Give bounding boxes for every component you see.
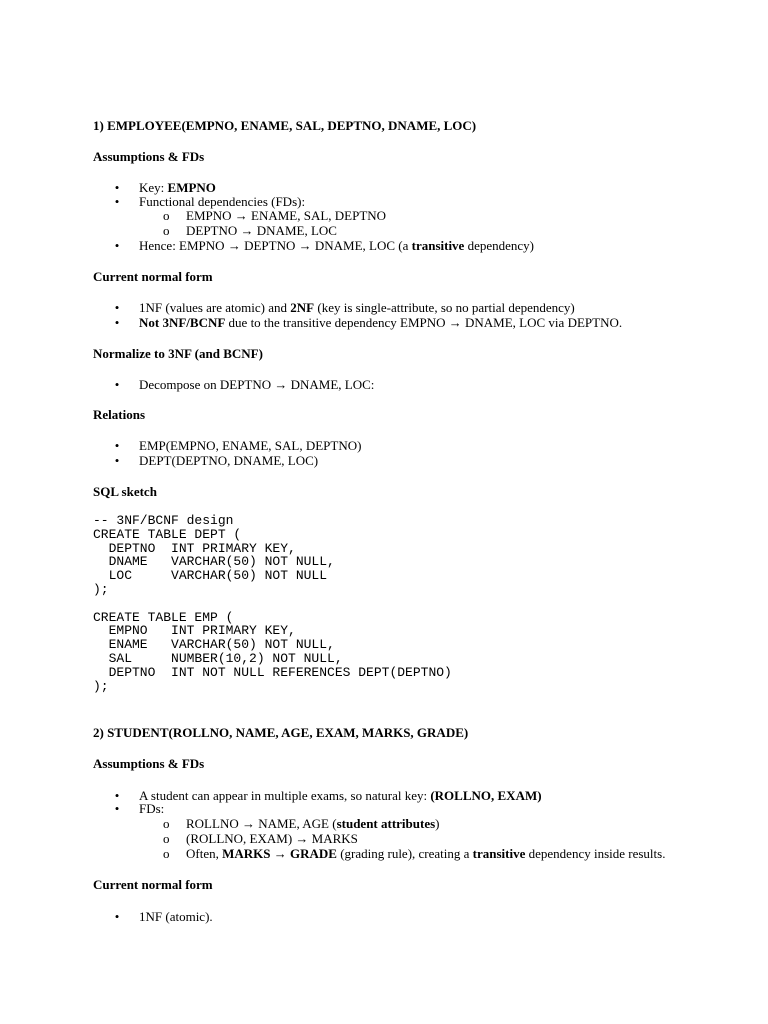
current-nf-heading: Current normal form <box>93 269 213 284</box>
key-text: A student can appear in multiple exams, so natural key: <box>139 788 431 803</box>
bullet-icon: • <box>114 238 120 253</box>
sub-bullet-icon: o <box>163 831 170 846</box>
key-value: EMPNO <box>167 180 216 195</box>
sql-heading: SQL sketch <box>93 484 157 499</box>
key-item <box>139 788 542 803</box>
fd-bold: transitive <box>472 846 526 861</box>
normalize-heading: Normalize to 3NF (and BCNF) <box>93 346 263 361</box>
hence-item <box>139 238 534 253</box>
assumptions-heading: Assumptions & FDs <box>93 756 205 771</box>
fd-tail: dependency inside results. <box>525 846 666 861</box>
bullet-icon: • <box>114 315 120 330</box>
fd-item: EMPNO → ENAME, SAL, DEPTNO <box>186 208 387 223</box>
relation-item: EMP(EMPNO, ENAME, SAL, DEPTNO) <box>139 438 362 453</box>
bullet-icon: • <box>114 300 120 315</box>
fd-tail: ) <box>435 816 440 831</box>
bullet-icon: • <box>114 438 120 453</box>
bullet-icon: • <box>114 801 120 816</box>
bullet-icon: • <box>114 788 120 803</box>
nf-bold: 2NF <box>290 300 315 315</box>
decompose-item: Decompose on DEPTNO → DNAME, LOC: <box>139 377 375 392</box>
bullet-icon: • <box>114 194 120 209</box>
hence-bold: transitive <box>411 238 465 253</box>
fd-text: Often, <box>186 846 223 861</box>
sub-bullet-icon: o <box>163 208 170 223</box>
nf-item <box>139 300 575 315</box>
fd-bold: MARKS → GRADE <box>222 846 337 861</box>
sql-code-block: -- 3NF/BCNF design CREATE TABLE DEPT ( DEPTNO INT PRIMARY KEY, DNAME VARCHAR(50) NOT NULL, LOC VARCHAR(50) NOT NULL ); CREATE TABLE EMP ( EMPNO INT PRIMARY KEY, ENAME VARCHAR(50) NOT NULL, SAL NUMBER(10,2) NOT NULL, DEPTNO INT NOT NULL REFERENCES DEPT(DEPTNO) ); <box>93 513 452 694</box>
fds-label: FDs: <box>139 801 165 816</box>
fd-bold: student attributes <box>336 816 436 831</box>
relation-item: DEPT(DEPTNO, DNAME, LOC) <box>139 453 319 468</box>
fd-text: (grading rule), creating a <box>336 846 473 861</box>
fd-item: (ROLLNO, EXAM) → MARKS <box>186 831 358 846</box>
fd-item <box>186 846 665 861</box>
nf-bold: Not 3NF/BCNF <box>139 315 226 330</box>
fd-intro: Functional dependencies (FDs): <box>139 194 306 209</box>
sub-bullet-icon: o <box>163 846 170 861</box>
nf-text: due to the transitive dependency EMPNO → DNAME, LOC via DEPTNO. <box>225 315 623 330</box>
sub-bullet-icon: o <box>163 816 170 831</box>
section-1-title: 1) EMPLOYEE(EMPNO, ENAME, SAL, DEPTNO, DNAME, LOC) <box>93 118 477 133</box>
nf-tail: (key is single-attribute, so no partial dependency) <box>314 300 575 315</box>
assumptions-heading: Assumptions & FDs <box>93 149 205 164</box>
fd-item: DEPTNO → DNAME, LOC <box>186 223 337 238</box>
nf-item: 1NF (atomic). <box>139 909 213 924</box>
current-nf-heading: Current normal form <box>93 877 213 892</box>
nf-item <box>139 315 622 330</box>
hence-tail: dependency) <box>464 238 534 253</box>
fd-item <box>186 816 440 831</box>
bullet-icon: • <box>114 453 120 468</box>
section-2-title: 2) STUDENT(ROLLNO, NAME, AGE, EXAM, MARKS, GRADE) <box>93 725 469 740</box>
relations-heading: Relations <box>93 407 145 422</box>
bullet-icon: • <box>114 909 120 924</box>
hence-text: Hence: EMPNO → DEPTNO → DNAME, LOC (a <box>139 238 412 253</box>
bullet-icon: • <box>114 180 120 195</box>
key-item <box>139 180 216 195</box>
nf-text: 1NF (values are atomic) and <box>139 300 291 315</box>
bullet-icon: • <box>114 377 120 392</box>
key-bold: (ROLLNO, EXAM) <box>430 788 542 803</box>
key-prefix: Key: <box>139 180 168 195</box>
sub-bullet-icon: o <box>163 223 170 238</box>
fd-text: ROLLNO → NAME, AGE ( <box>186 816 337 831</box>
